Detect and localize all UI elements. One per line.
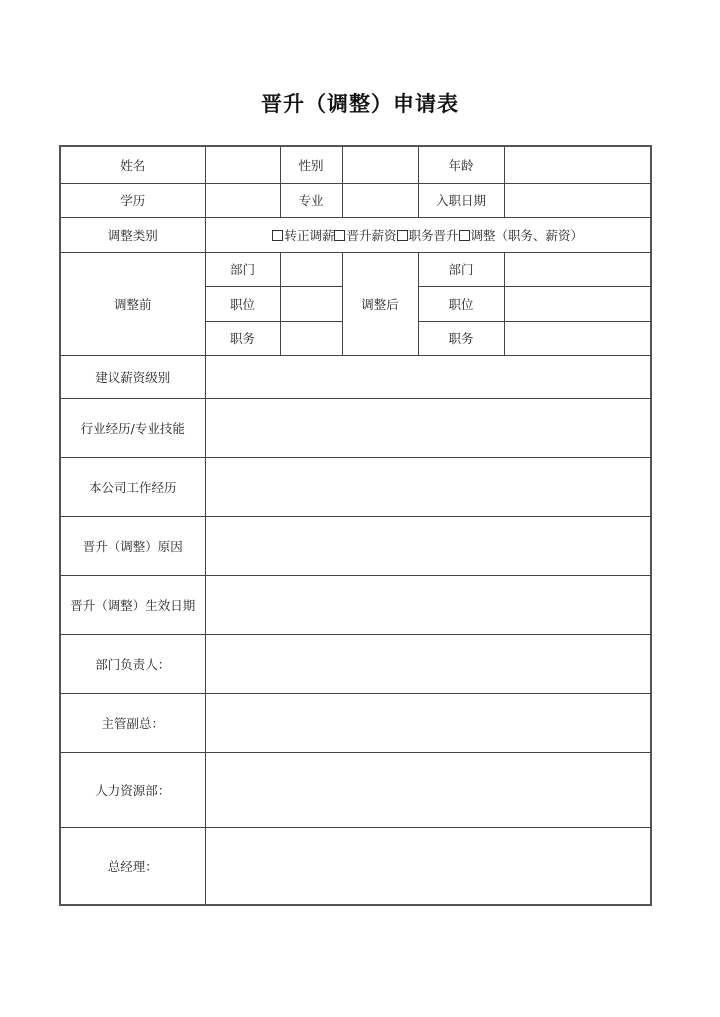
age-field[interactable] xyxy=(504,146,651,183)
reason-field[interactable] xyxy=(205,516,651,575)
before-department-field[interactable] xyxy=(280,252,342,286)
option-promotion-salary[interactable]: 晋升薪资 xyxy=(334,228,396,243)
gm-signature-field[interactable] xyxy=(205,827,651,905)
option-regularization-raise[interactable]: 转正调薪 xyxy=(272,228,334,243)
row-adjust-type xyxy=(60,217,651,252)
major-label: 专业 xyxy=(280,183,342,217)
vp-signature-field[interactable] xyxy=(205,693,651,752)
checkbox-icon[interactable] xyxy=(459,230,470,241)
row-basic-info xyxy=(60,146,651,183)
row-company-experience xyxy=(60,457,651,516)
adjust-type-label: 调整类别 xyxy=(60,217,205,252)
dept-head-label: 部门负责人： xyxy=(60,634,205,693)
name-label: 姓名 xyxy=(60,146,205,183)
row-effective-date xyxy=(60,575,651,634)
checkbox-icon[interactable] xyxy=(272,230,283,241)
row-hr xyxy=(60,752,651,827)
reason-label: 晋升（调整）原因 xyxy=(60,516,205,575)
education-label: 学历 xyxy=(60,183,205,217)
row-education xyxy=(60,183,651,217)
industry-experience-label: 行业经历/专业技能 xyxy=(60,398,205,457)
after-duty-field[interactable] xyxy=(504,321,651,355)
hr-label: 人力资源部： xyxy=(60,752,205,827)
before-position-label: 职位 xyxy=(205,286,280,321)
option-position-promotion[interactable]: 职务晋升 xyxy=(397,228,459,243)
after-department-label: 部门 xyxy=(418,252,504,286)
row-industry-experience xyxy=(60,398,651,457)
industry-experience-field[interactable] xyxy=(205,398,651,457)
age-label: 年龄 xyxy=(418,146,504,183)
gm-label: 总经理： xyxy=(60,827,205,905)
before-duty-label: 职务 xyxy=(205,321,280,355)
salary-level-field[interactable] xyxy=(205,355,651,398)
option-adjustment[interactable]: 调整（职务、薪资） xyxy=(459,228,584,243)
gender-field[interactable] xyxy=(342,146,418,183)
row-dept-head xyxy=(60,634,651,693)
hire-date-field[interactable] xyxy=(504,183,651,217)
before-label: 调整前 xyxy=(60,252,205,355)
row-gm xyxy=(60,827,651,905)
company-experience-field[interactable] xyxy=(205,457,651,516)
company-experience-label: 本公司工作经历 xyxy=(60,457,205,516)
row-department xyxy=(60,252,651,286)
row-reason xyxy=(60,516,651,575)
effective-date-field[interactable] xyxy=(205,575,651,634)
adjust-type-options xyxy=(205,217,651,252)
hr-signature-field[interactable] xyxy=(205,752,651,827)
checkbox-icon[interactable] xyxy=(397,230,408,241)
education-field[interactable] xyxy=(205,183,280,217)
after-position-field[interactable] xyxy=(504,286,651,321)
row-salary-level xyxy=(60,355,651,398)
dept-head-signature-field[interactable] xyxy=(205,634,651,693)
after-duty-label: 职务 xyxy=(418,321,504,355)
name-field[interactable] xyxy=(205,146,280,183)
major-field[interactable] xyxy=(342,183,418,217)
before-department-label: 部门 xyxy=(205,252,280,286)
after-position-label: 职位 xyxy=(418,286,504,321)
before-duty-field[interactable] xyxy=(280,321,342,355)
after-department-field[interactable] xyxy=(504,252,651,286)
row-vp xyxy=(60,693,651,752)
application-form-table xyxy=(59,145,652,906)
vp-label: 主管副总： xyxy=(60,693,205,752)
effective-date-label: 晋升（调整）生效日期 xyxy=(60,575,205,634)
after-label: 调整后 xyxy=(342,252,418,355)
before-position-field[interactable] xyxy=(280,286,342,321)
hire-date-label: 入职日期 xyxy=(418,183,504,217)
salary-level-label: 建议薪资级别 xyxy=(60,355,205,398)
gender-label: 性别 xyxy=(280,146,342,183)
checkbox-icon[interactable] xyxy=(334,230,345,241)
page-title: 晋升（调整）申请表 xyxy=(261,92,459,116)
